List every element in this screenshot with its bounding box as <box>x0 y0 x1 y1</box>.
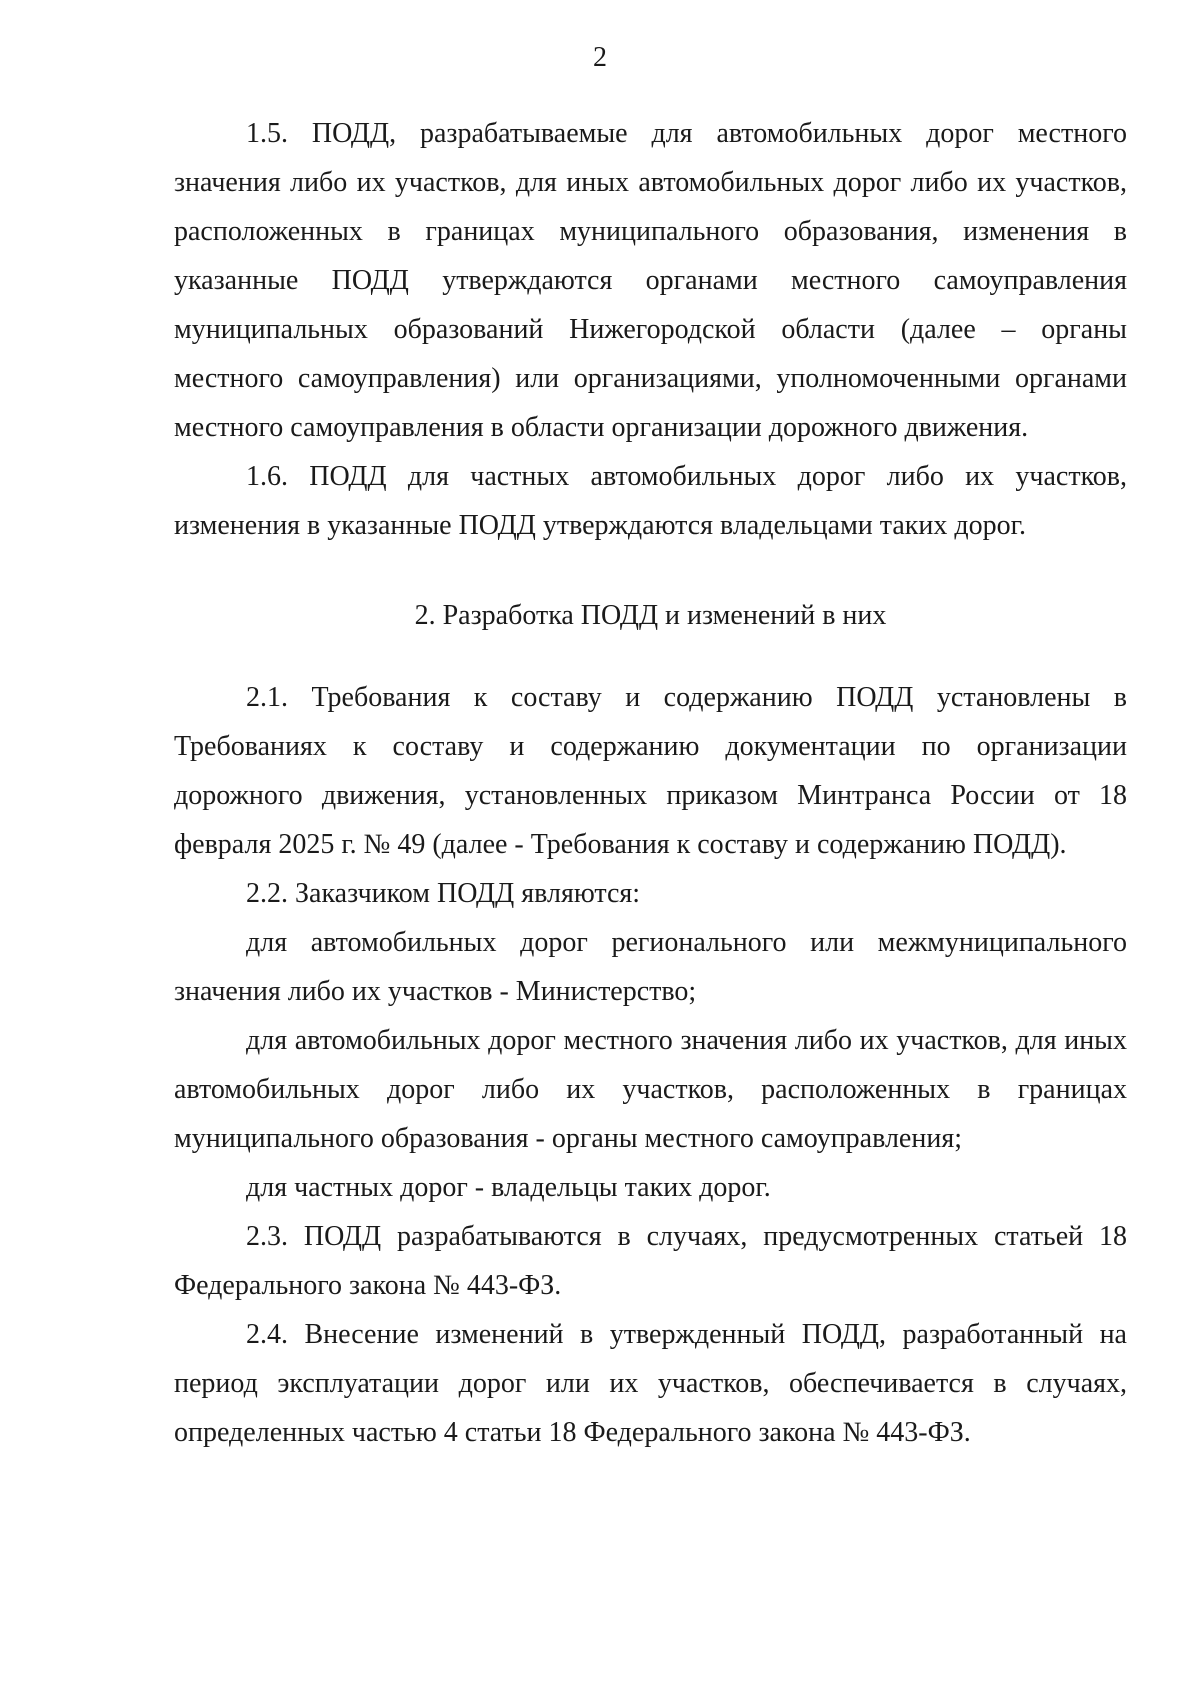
paragraph-1-6: 1.6. ПОДД для частных автомобильных дорог либо их участков, изменения в указанные ПОДД утверждаются владельцами таких дорог. <box>174 461 1127 541</box>
paragraph-2-2: 2.2. Заказчиком ПОДД являются: <box>246 878 641 909</box>
section-heading: 2. Разработка ПОДД и изменений в них <box>414 600 887 631</box>
list-item-regional: для автомобильных дорог регионального или межмуниципального значения либо их участков - Министерство; <box>174 927 1127 1007</box>
list-item-private: для частных дорог - владельцы таких дорог. <box>246 1172 771 1203</box>
document-body <box>174 109 1127 1457</box>
paragraph-1-5: 1.5. ПОДД, разрабатываемые для автомобильных дорог местного значения либо их участков, для иных автомобильных дорог либо их участков, расположенных в границах муниципального образования, изменения в указанные ПОДД утверждаются органами местного самоуправления муниципальных образований Нижегородской области (далее – органы местного самоуправления) или организациями, уполномоченными органами местного самоуправления в области организации дорожного движения. <box>174 118 1127 443</box>
paragraph-2-4: 2.4. Внесение изменений в утвержденный ПОДД, разработанный на период эксплуатации дорог или их участков, обеспечивается в случаях, определенных частью 4 статьи 18 Федерального закона № 443-ФЗ. <box>174 1319 1127 1448</box>
page-number: 2 <box>593 42 607 73</box>
paragraph-2-1: 2.1. Требования к составу и содержанию ПОДД установлены в Требованиях к составу и содержанию документации по организации дорожного движения, установленных приказом Минтранса России от 18 февраля 2025 г. № 49 (далее - Требования к составу и содержанию ПОДД). <box>174 682 1127 860</box>
paragraph-2-3: 2.3. ПОДД разрабатываются в случаях, предусмотренных статьей 18 Федерального закона № 443-ФЗ. <box>174 1221 1127 1301</box>
list-item-local: для автомобильных дорог местного значения либо их участков, для иных автомобильных дорог либо их участков, расположенных в границах муниципального образования - органы местного самоуправления; <box>174 1025 1127 1154</box>
